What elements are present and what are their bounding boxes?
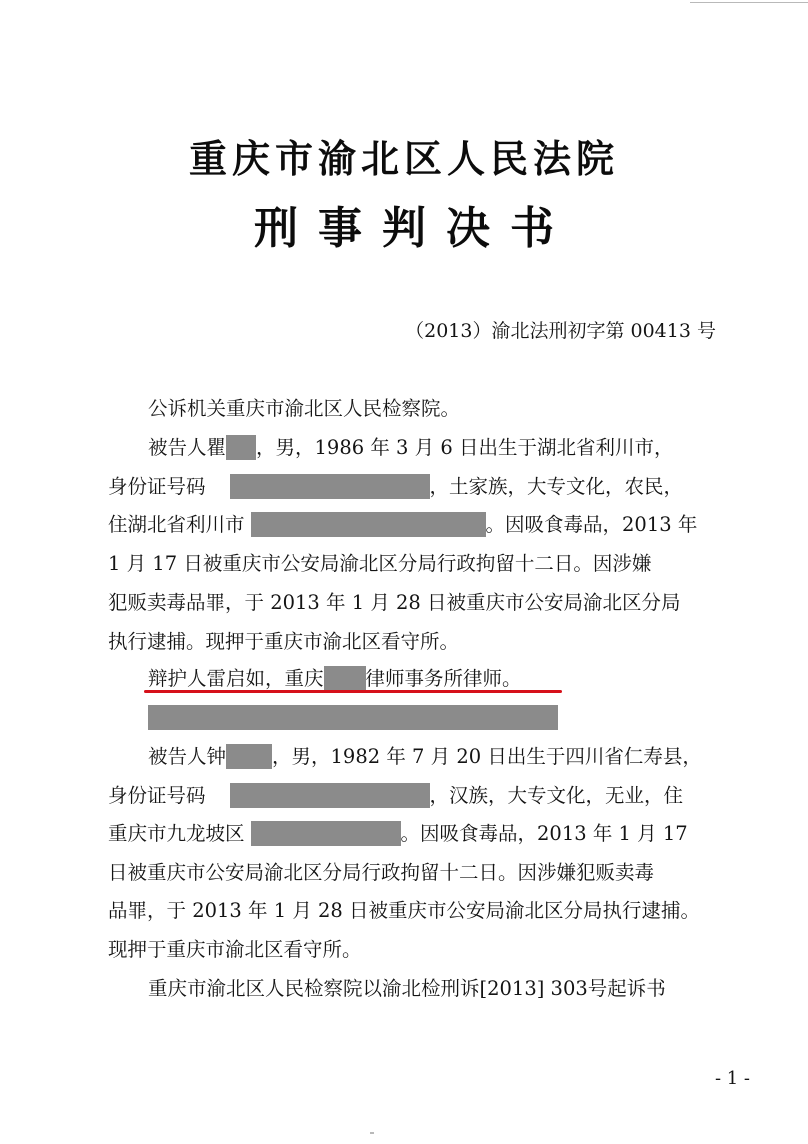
prosecutor-line: 公诉机关重庆市渝北区人民检察院。 xyxy=(148,397,461,420)
redacted-line xyxy=(148,705,558,731)
case-number: （2013）渝北法刑初字第 00413 号 xyxy=(405,320,716,342)
redacted-id-number xyxy=(230,474,430,499)
defendant1-address-label: 住湖北省利川市 xyxy=(108,513,245,536)
defendant1-ethnicity-text: ，土家族，大专文化，农民， xyxy=(429,475,684,498)
defender-line xyxy=(148,666,522,692)
defendant1-name-label: 被告人瞿 xyxy=(148,436,227,459)
scan-speck xyxy=(370,1132,374,1134)
defendant2-line-5: 品罪，于 2013 年 1 月 28 日被重庆市公安局渝北区分局执行逮捕。 xyxy=(108,899,701,922)
redacted-address xyxy=(251,821,401,846)
defendant2-line-3 xyxy=(108,821,688,847)
defendant2-line-4: 日被重庆市公安局渝北区分局行政拘留十二日。因涉嫌犯贩卖毒 xyxy=(108,861,655,884)
defendant1-line-3 xyxy=(108,512,697,538)
defender-name-text: 辩护人雷启如，重庆 xyxy=(148,667,324,690)
defendant2-ethnicity-text: ，汉族，大专文化，无业，住 xyxy=(429,784,684,807)
defendant2-name-label: 被告人钟 xyxy=(148,745,227,768)
redacted-text-block xyxy=(148,705,558,730)
defendant1-drug-text: 。因吸食毒品，2013 年 xyxy=(485,513,698,536)
page-number: - 1 - xyxy=(714,1068,750,1089)
defendant2-line-1 xyxy=(148,744,702,770)
scan-edge-mark xyxy=(690,2,808,3)
redacted-firm-name xyxy=(324,666,366,691)
redacted-address xyxy=(251,512,486,537)
defendant2-line-6: 现押于重庆市渝北区看守所。 xyxy=(108,938,362,961)
redacted-name xyxy=(226,744,272,769)
id-number-label: 身份证号码 xyxy=(108,475,206,498)
indictment-line: 重庆市渝北区人民检察院以渝北检刑诉[2013] 303号起诉书 xyxy=(148,977,666,1000)
defendant1-line-2 xyxy=(108,474,683,500)
defendant2-birth-text: ，男，1982 年 7 月 20 日出生于四川省仁寿县， xyxy=(272,745,702,768)
court-name-title: 重庆市渝北区人民法院 xyxy=(188,137,619,181)
redacted-id-number xyxy=(230,783,430,808)
defendant1-line-6: 执行逮捕。现押于重庆市渝北区看守所。 xyxy=(108,630,460,653)
redacted-name xyxy=(226,435,256,460)
defendant1-line-5: 犯贩卖毒品罪，于 2013 年 1 月 28 日被重庆市公安局渝北区分局 xyxy=(108,591,681,614)
defender-firm-text: 律师事务所律师。 xyxy=(365,667,522,690)
defendant1-line-1 xyxy=(148,435,673,461)
id-number-label: 身份证号码 xyxy=(108,784,206,807)
defendant2-line-2 xyxy=(108,783,683,809)
defendant1-birth-text: ，男，1986 年 3 月 6 日出生于湖北省利川市， xyxy=(256,436,674,459)
defendant1-line-4: 1 月 17 日被重庆市公安局渝北区分局行政拘留十二日。因涉嫌 xyxy=(108,552,652,575)
red-annotation-underline xyxy=(144,690,562,693)
defendant2-address-label: 重庆市九龙坡区 xyxy=(108,822,245,845)
document-type-title: 刑事判决书 xyxy=(254,203,574,254)
defendant2-drug-text: 。因吸食毒品，2013 年 1 月 17 xyxy=(400,822,688,845)
